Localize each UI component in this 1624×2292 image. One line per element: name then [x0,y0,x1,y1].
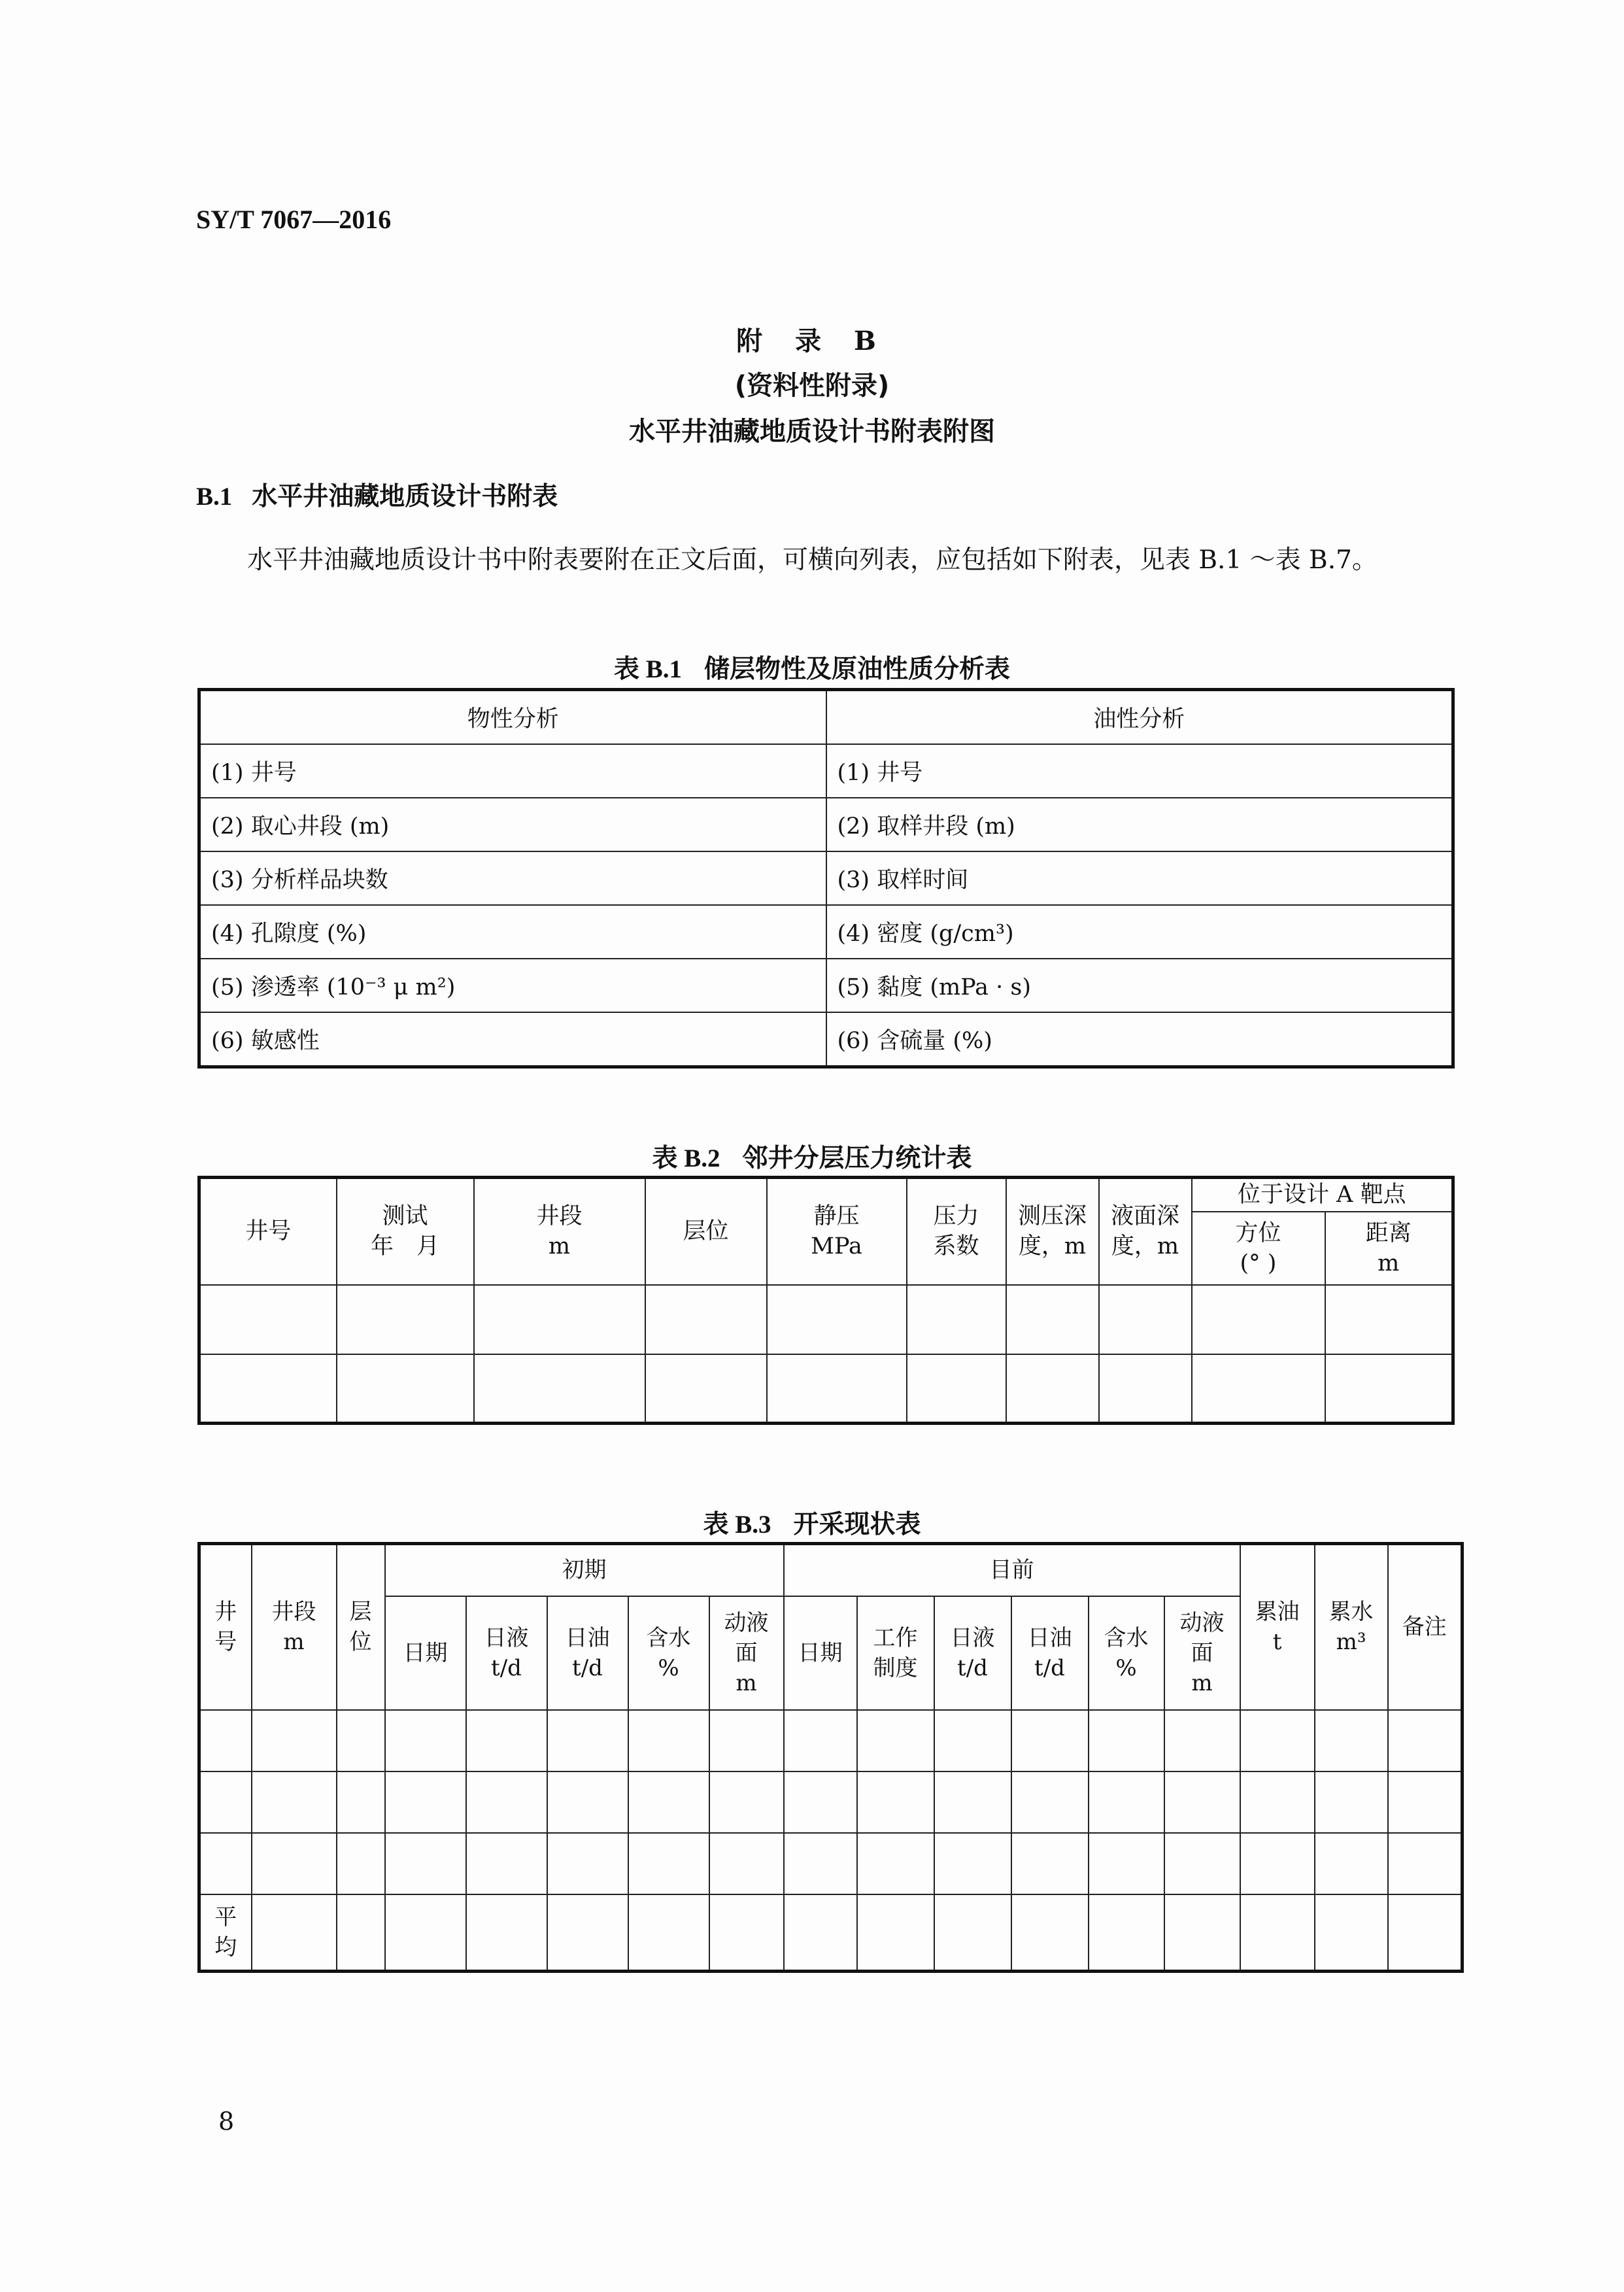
header-cum-water-l2: m³ [1336,1629,1366,1656]
header-layer [645,1178,767,1285]
header-initial-water-l1: 含水 [646,1624,691,1651]
header-azimuth [1192,1212,1325,1285]
section-number: B.1 [196,483,233,511]
header-well [199,1178,337,1285]
header-cum-oil [1240,1544,1315,1710]
header-interval-l2: m [548,1233,571,1260]
table-b1-header-physical: 物性分析 [199,690,826,745]
table-cell: (4) 密度 (g/cm³) [826,905,1453,959]
header-well-l1: 井 [214,1599,237,1626]
table-b1-header-oil: 油性分析 [826,690,1453,745]
header-test-l2: 年 月 [370,1233,439,1260]
header-current-water-l2: % [1115,1654,1137,1681]
header-interval [252,1544,337,1710]
header-initial-oil-l1: 日油 [565,1624,610,1651]
header-layer-text: 层位 [683,1218,729,1245]
header-current-dyn [1164,1596,1240,1710]
average-label [199,1894,252,1972]
header-initial-oil-l2: t/d [572,1654,603,1681]
table-b3 [197,1542,1464,1973]
header-current-regime-l2: 制度 [873,1654,918,1681]
header-current-regime [857,1596,934,1710]
header-current-dyn-l2: 面 [1191,1639,1213,1666]
table-cell: (5) 黏度 (mPa · s) [826,959,1453,1012]
table-b2-caption [0,1138,1624,1174]
header-current-oil-l2: t/d [1034,1654,1065,1681]
header-current-liquid-l1: 日液 [950,1624,995,1651]
table-row [199,1833,1463,1894]
header-current-regime-l1: 工作 [873,1624,918,1651]
table-cell: (1) 井号 [826,744,1453,798]
header-level-depth [1099,1178,1192,1285]
table-cell: (3) 取样时间 [826,851,1453,905]
header-initial-oil [547,1596,628,1710]
table-row [199,959,1453,1012]
header-static-l2: MPa [811,1233,862,1260]
header-distance-l1: 距离 [1365,1220,1412,1246]
header-well-text: 井号 [245,1218,292,1245]
header-azimuth-l2: (° ) [1240,1250,1277,1276]
header-static-pressure [767,1178,907,1285]
header-distance-l2: m [1378,1250,1400,1276]
appendix-type: (资料性附录) [734,371,890,401]
table-row [199,851,1453,905]
header-current-dyn-l3: m [1191,1669,1213,1696]
header-layer-l1: 层 [349,1599,372,1626]
header-cum-oil-l1: 累油 [1255,1599,1300,1626]
header-initial-dyn-l2: 面 [735,1639,758,1666]
page-number: 8 [218,2107,235,2136]
header-current-liquid-l2: t/d [957,1654,988,1681]
table-b1-caption [0,649,1624,685]
table-cell: (6) 含硫量 (%) [826,1012,1453,1067]
header-test-depth [1006,1178,1099,1285]
table-row [199,905,1453,959]
header-initial-text: 初期 [562,1557,607,1584]
header-interval [474,1178,645,1285]
header-test [337,1178,474,1285]
header-well-l2: 号 [214,1629,237,1656]
table-row [199,744,1453,798]
table-row [199,1285,1453,1354]
header-test-l1: 测试 [382,1203,428,1230]
header-target-text: 位于设计 A 靶点 [1237,1182,1406,1208]
header-coef-l2: 系数 [933,1233,979,1260]
header-distance [1325,1212,1453,1285]
table-row-average [199,1894,1463,1972]
table-cell: (2) 取心井段 (m) [199,798,826,851]
table-b3-number: 表 B.3 [703,1511,771,1539]
table-cell: (6) 敏感性 [199,1012,826,1067]
average-l2: 均 [214,1934,237,1960]
header-initial-liquid-l1: 日液 [484,1624,529,1651]
appendix-label: 附 录 B [736,326,888,356]
table-b1 [197,688,1455,1069]
average-l1: 平 [214,1904,237,1930]
table-cell: (5) 渗透率 (10⁻³ μ m²) [199,959,826,1012]
header-initial-date-text: 日期 [403,1639,448,1666]
header-current [784,1544,1240,1596]
header-cum-water [1315,1544,1388,1710]
table-row [199,1354,1453,1424]
header-initial-water [628,1596,709,1710]
header-current-oil-l1: 日油 [1027,1624,1072,1651]
header-cum-water-l1: 累水 [1328,1599,1374,1626]
section-title: 水平井油藏地质设计书附表 [252,482,558,511]
header-initial-water-l2: % [658,1654,679,1681]
table-b3-caption [0,1504,1624,1541]
table-row [199,1710,1463,1771]
header-current-oil [1011,1596,1089,1710]
table-row [199,1771,1463,1833]
table-b3-header-row [199,1544,1463,1596]
header-static-l1: 静压 [813,1203,860,1230]
table-b2-title: 邻井分层压力统计表 [742,1144,972,1173]
header-initial-date [385,1596,466,1710]
header-current-text: 目前 [989,1557,1034,1584]
header-initial-dyn [709,1596,784,1710]
header-cum-oil-l2: t [1272,1629,1282,1656]
header-current-date-text: 日期 [798,1639,843,1666]
header-pressure-coef [907,1178,1006,1285]
table-cell: (3) 分析样品块数 [199,851,826,905]
header-interval-l2: m [283,1629,305,1656]
header-well [199,1544,252,1710]
appendix-title: 水平井油藏地质设计书附表附图 [629,417,995,447]
table-b1-title: 储层物性及原油性质分析表 [704,655,1011,684]
header-initial-dyn-l1: 动液 [724,1609,769,1636]
header-interval-l1: 井段 [271,1599,316,1626]
header-level-l2: 度，m [1111,1233,1179,1260]
header-current-date [784,1596,857,1710]
standard-code: SY/T 7067—2016 [196,205,392,234]
header-layer [337,1544,385,1710]
header-remark [1388,1544,1463,1710]
header-initial-liquid-l2: t/d [491,1654,522,1681]
header-coef-l1: 压力 [933,1203,979,1230]
table-row [199,798,1453,851]
header-initial-liquid [466,1596,547,1710]
table-row [199,1012,1453,1067]
body-paragraph: 水平井油藏地质设计书中附表要附在正文后面，可横向列表，应包括如下附表，见表 B.1 ～表 B.7。 [247,545,1378,575]
header-depth-l2: 度，m [1018,1233,1087,1260]
header-depth-l1: 测压深 [1017,1203,1087,1230]
header-initial [385,1544,784,1596]
header-target [1192,1178,1453,1212]
table-b3-title: 开采现状表 [793,1510,921,1539]
header-remark-text: 备注 [1402,1614,1447,1641]
header-current-dyn-l1: 动液 [1179,1609,1225,1636]
header-current-water-l1: 含水 [1104,1624,1149,1651]
header-layer-l2: 位 [349,1629,372,1656]
table-cell: (4) 孔隙度 (%) [199,905,826,959]
header-azimuth-l1: 方位 [1235,1220,1281,1246]
table-b2-number: 表 B.2 [652,1144,720,1172]
table-cell: (2) 取样井段 (m) [826,798,1453,851]
header-initial-dyn-l3: m [736,1669,757,1696]
header-current-water [1089,1596,1164,1710]
table-b1-header-row [199,690,1453,745]
table-b1-number: 表 B.1 [613,655,682,683]
header-interval-l1: 井段 [536,1203,583,1230]
header-current-liquid [934,1596,1011,1710]
table-b2-header-row [199,1178,1453,1212]
section-heading [196,476,558,513]
table-b2 [197,1176,1455,1425]
header-level-l1: 液面深 [1110,1203,1179,1230]
table-cell: (1) 井号 [199,744,826,798]
